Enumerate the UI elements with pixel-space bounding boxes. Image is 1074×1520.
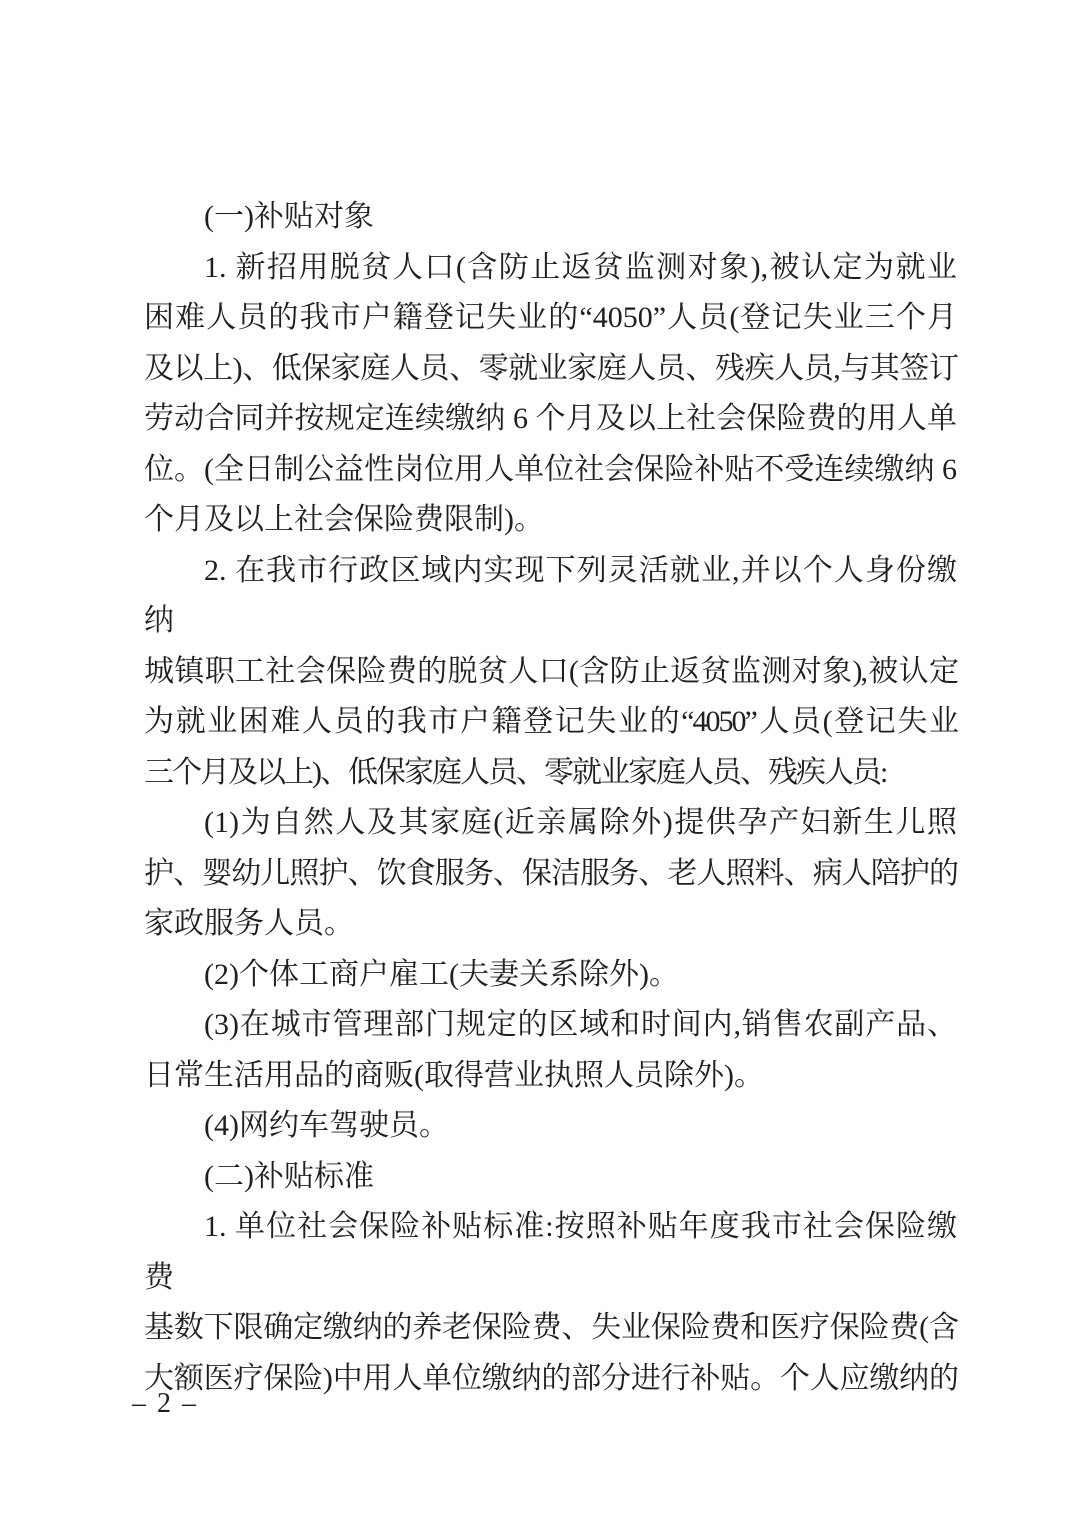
text-line: 家政服务人员。: [144, 907, 354, 940]
text-line: 个月及以上社会保险费限制)。: [144, 503, 544, 536]
text-line: 基数下限确定缴纳的养老保险费、失业保险费和医疗保险费(含: [144, 1311, 957, 1344]
text-line: 大额医疗保险)中用人单位缴纳的部分进行补贴。个人应缴纳的: [144, 1361, 957, 1395]
page-number: – 2 –: [132, 1388, 198, 1419]
text-line: 1. 单位社会保险补贴标准:按照补贴年度我市社会保险缴费: [144, 1210, 957, 1294]
section-heading: (一)补贴对象: [204, 200, 374, 233]
text-line: 劳动合同并按规定连续缴纳 6 个月及以上社会保险费的用人单: [144, 402, 957, 435]
body-text: [144, 192, 957, 1404]
text-line: 2. 在我市行政区域内实现下列灵活就业,并以个人身份缴纳: [144, 553, 957, 637]
text-line: 困难人员的我市户籍登记失业的“4050”人员(登记失业三个月: [144, 301, 957, 334]
text-line: 城镇职工社会保险费的脱贫人口(含防止返贫监测对象),被认定: [144, 654, 957, 688]
text-line: 1. 新招用脱贫人口(含防止返贫监测对象),被认定为就业: [204, 250, 957, 284]
text-line: 护、婴幼儿照护、饮食服务、保洁服务、老人照料、病人陪护的: [144, 856, 957, 890]
text-line: (2)个体工商户雇工(夫妻关系除外)。: [204, 957, 679, 991]
text-line: (1)为自然人及其家庭(近亲属除外)提供孕产妇新生儿照: [204, 806, 957, 839]
text-line: 及以上)、低保家庭人员、零就业家庭人员、残疾人员,与其签订: [144, 351, 957, 385]
text-line: 三个月及以上)、低保家庭人员、零就业家庭人员、残疾人员:: [144, 755, 887, 789]
text-line: 日常生活用品的商贩(取得营业执照人员除外)。: [144, 1058, 764, 1092]
text-line: (4)网约车驾驶员。: [204, 1109, 449, 1142]
section-heading: (二)补贴标准: [204, 1159, 374, 1193]
text-line: 为就业困难人员的我市户籍登记失业的“4050”人员(登记失业: [144, 705, 957, 738]
text-line: (3)在城市管理部门规定的区域和时间内,销售农副产品、: [204, 1008, 957, 1041]
text-line: 位。(全日制公益性岗位用人单位社会保险补贴不受连续缴纳 6: [144, 452, 957, 486]
